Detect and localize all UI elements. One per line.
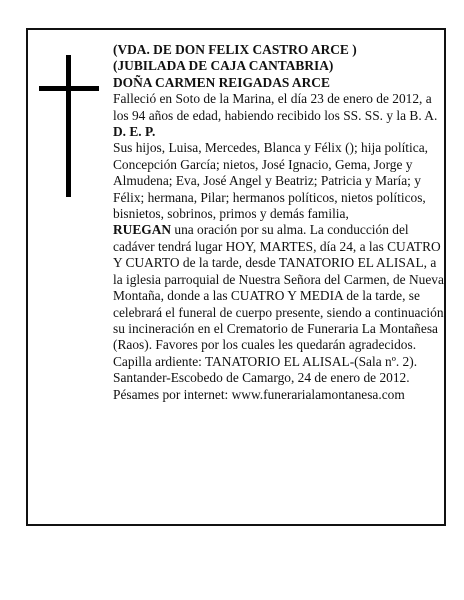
ruegan-paragraph [113,222,448,370]
cross-icon-bar [39,86,99,91]
header-line-2: (JUBILADA DE CAJA CANTABRIA) [113,58,334,74]
ruegan-text: una oración por su alma. La conducción del cadáver tendrá lugar HOY, MARTES, día 24, a las CUATRO Y CUARTO de la tarde, desde TANATORIO EL ALISAL, a la iglesia parroquial de Nuestra Señora del Carmen, de Nueva Montaña, donde a las CUATRO Y MEDIA de la tarde, se celebrará el funeral de cuerpo presente, siendo a continuación su incineración en el Crematorio de Funeraria La Montañesa (Raos). Favores por los cuales les quedarán agradecidos. Capilla ardiente: TANATORIO EL ALISAL-(Sala nº. 2). [113,222,444,369]
place-date: Santander-Escobedo de Camargo, 24 de enero de 2012. [113,370,410,386]
condolences: Pésames por internet: www.funerarialamontanesa.com [113,386,405,402]
ruegan-word: RUEGAN [113,222,172,238]
cross-icon [66,55,71,197]
rip: D. E. P. [113,124,156,140]
family-list: Sus hijos, Luisa, Mercedes, Blanca y Félix (); hija política, Concepción García; nietos, José Ignacio, Gema, Jorge y Almudena; Eva, José Angel y Beatriz; Patricia y María; y Félix; hermana, Pilar; hermanos políticos, nietos políticos, bisnietos, sobrinos, primos y demás familia, [113,140,428,222]
notice-text [113,42,448,403]
header-line-1: (VDA. DE DON FELIX CASTRO ARCE ) [113,42,357,57]
deceased-name: DOÑA CARMEN REIGADAS ARCE [113,74,330,90]
death-notice: Falleció en Soto de la Marina, el día 23 de enero de 2012, a los 94 años de edad, habiendo recibido los SS. SS. y la B. A. [113,91,438,123]
